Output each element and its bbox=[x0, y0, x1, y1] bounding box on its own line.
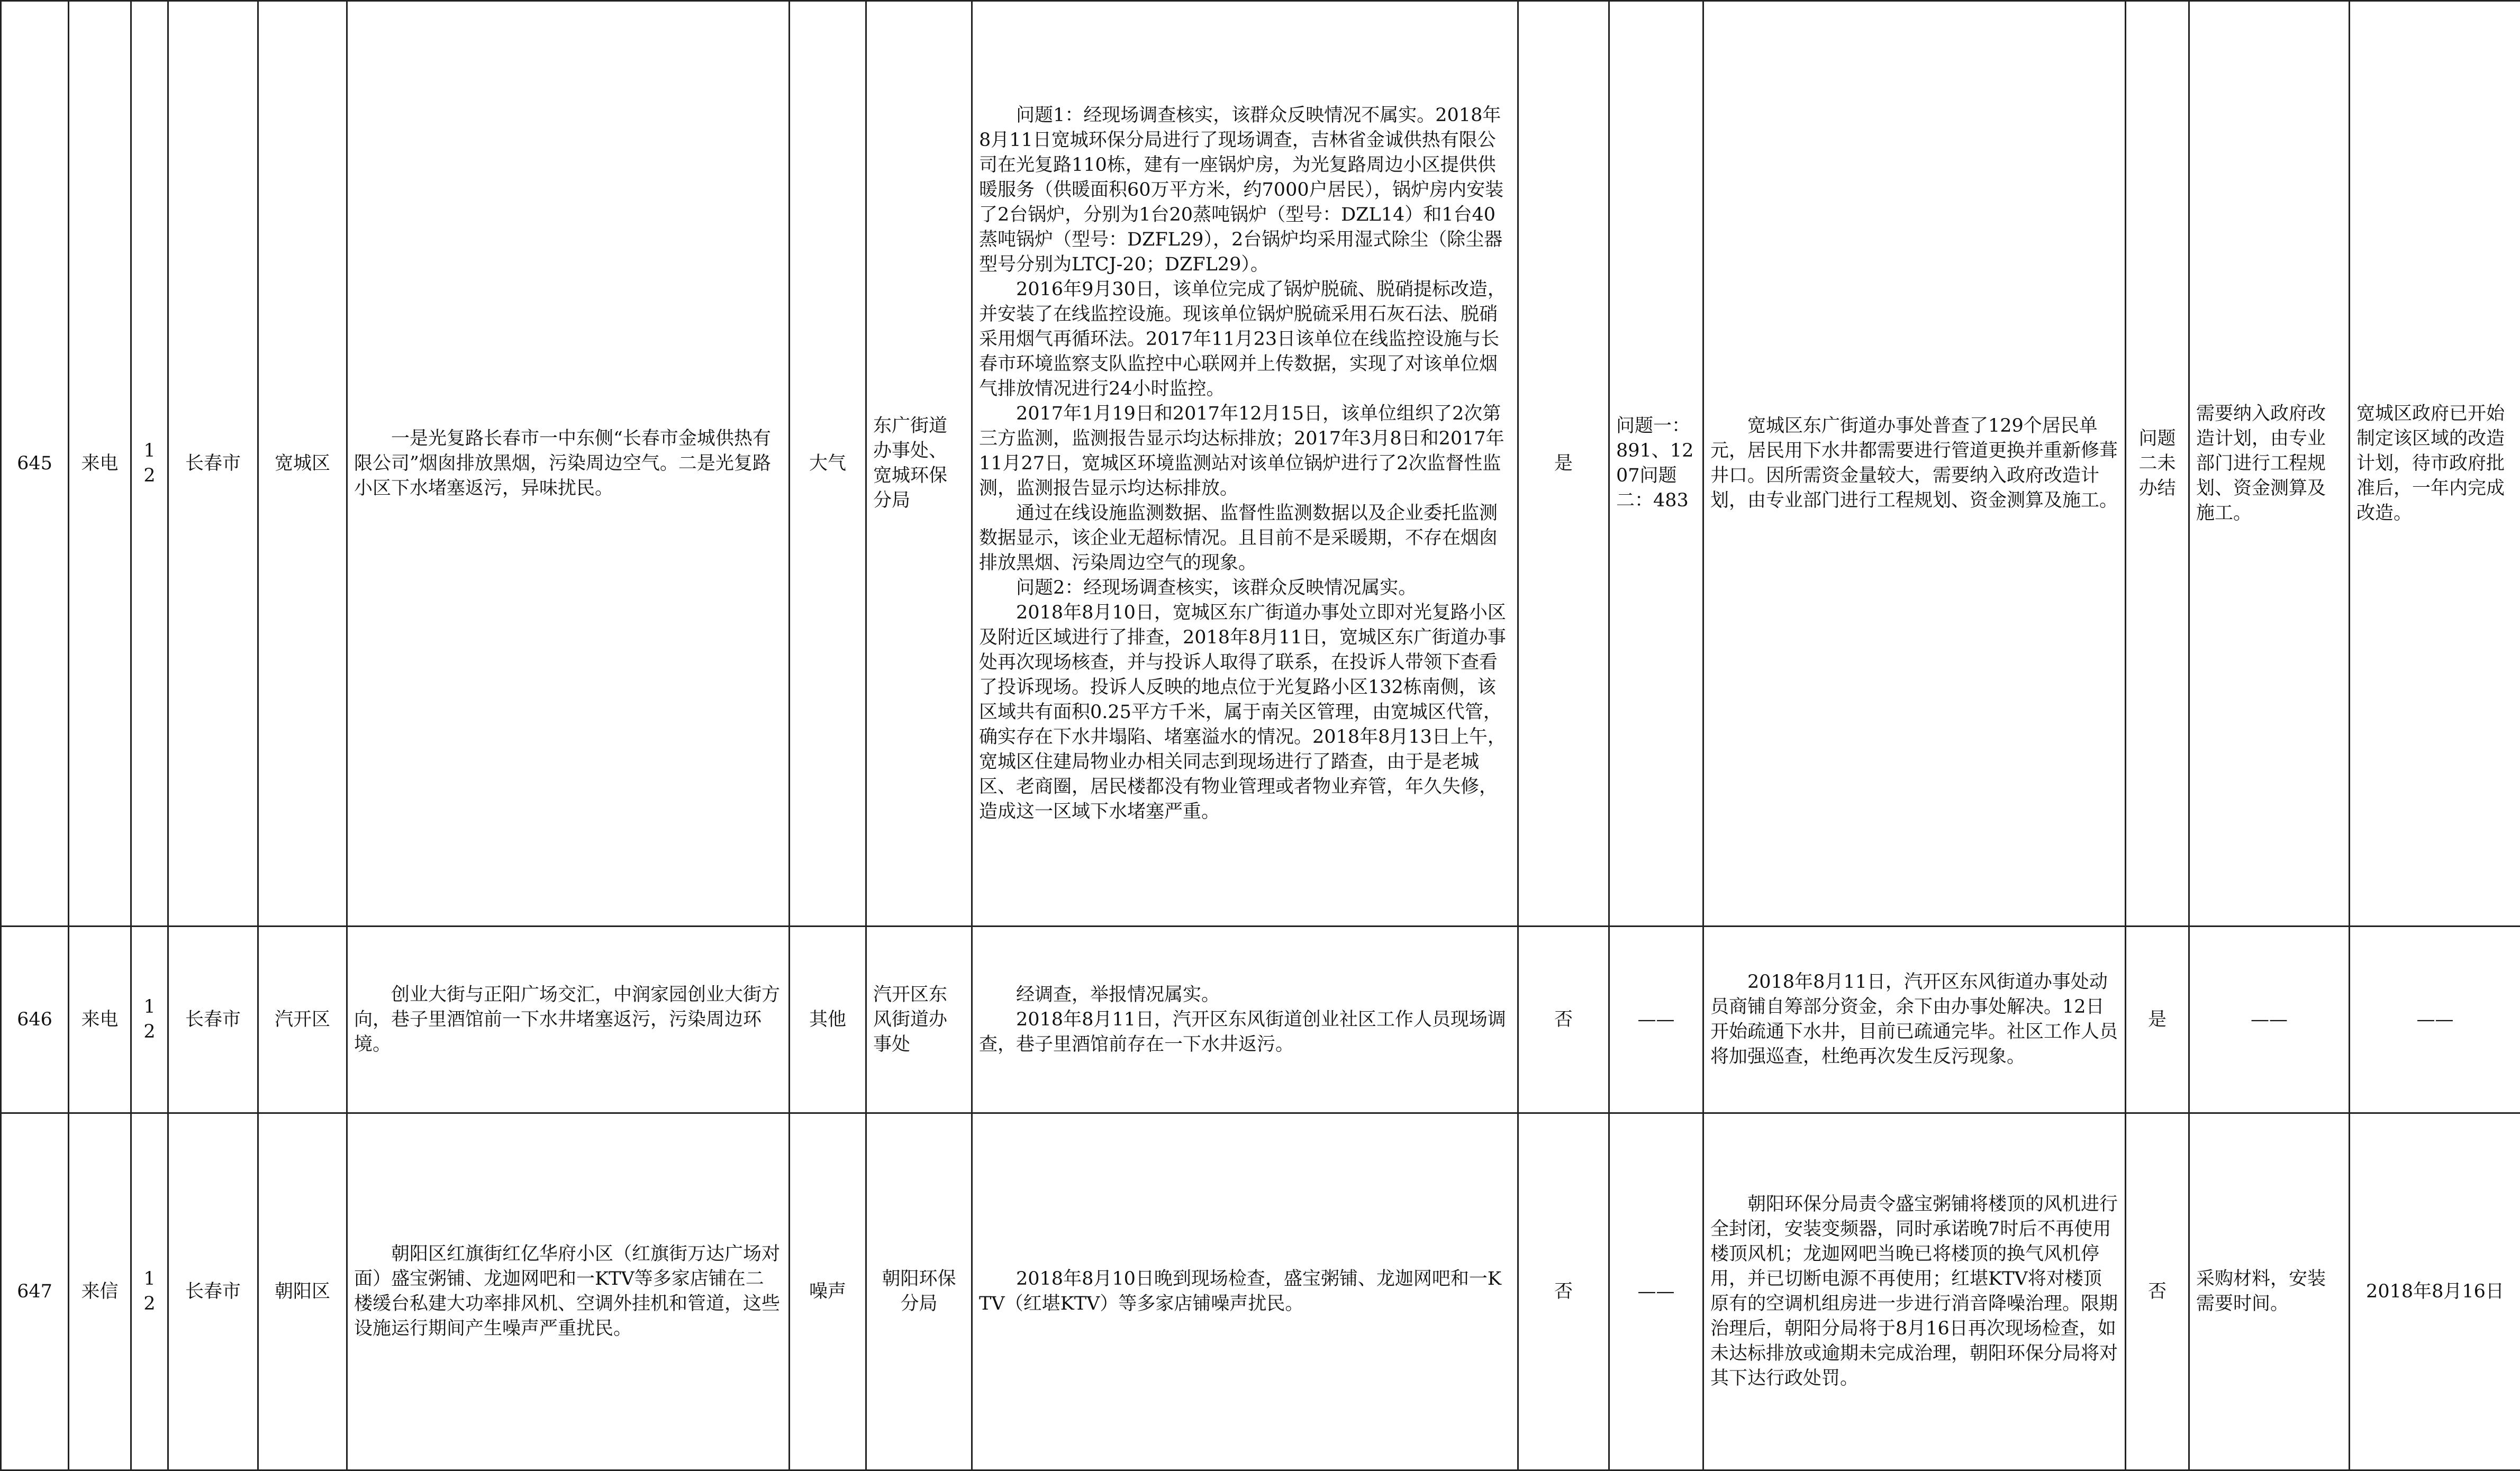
table-row bbox=[1, 1113, 2520, 1470]
cell-action bbox=[1703, 1113, 2126, 1470]
findings-paragraph: 通过在线设施监测数据、监督性监测数据以及企业委托监测数据显示，该企业无超标情况。且目前不是采暖期，不存在烟囱排放黑烟、污染周边空气的现象。 bbox=[979, 501, 1511, 576]
cell-reason: —— bbox=[2189, 927, 2350, 1113]
cell-dept: 汽开区东风街道办事处 bbox=[866, 927, 972, 1113]
cell-complaint bbox=[347, 1113, 790, 1470]
cell-source: 来电 bbox=[69, 927, 131, 1113]
cell-findings bbox=[972, 1113, 1518, 1470]
cell-closed: 否 bbox=[2126, 1113, 2189, 1470]
cell-complaint bbox=[347, 927, 790, 1113]
cell-seq: 646 bbox=[1, 927, 69, 1113]
cell-verified: 否 bbox=[1518, 1113, 1609, 1470]
cell-findings bbox=[972, 927, 1518, 1113]
cell-city: 长春市 bbox=[168, 1, 258, 927]
cell-complaint bbox=[347, 1, 790, 927]
findings-paragraph: 2017年1月19日和2017年12月15日，该单位组织了2次第三方监测，监测报告显示均达标排放；2017年3月8日和2017年11月27日，宽城区环境监测站对该单位锅炉进行了2次监督性监测，监测报告显示均达标排放。 bbox=[979, 402, 1511, 501]
cell-deadline: 宽城区政府已开始制定该区域的改造计划，待市政府批准后，一年内完成改造。 bbox=[2350, 1, 2520, 927]
cell-batch: 12 bbox=[131, 927, 168, 1113]
cell-batch: 12 bbox=[131, 1, 168, 927]
cell-batch: 12 bbox=[131, 1113, 168, 1470]
cell-action bbox=[1703, 1, 2126, 927]
complaint-text: 朝阳区红旗街红亿华府小区（红旗街万达广场对面）盛宝粥铺、龙迦网吧和一KTV等多家店铺在二楼缓台私建大功率排风机、空调外挂机和管道，这些设施运行期间产生噪声严重扰民。 bbox=[354, 1242, 782, 1341]
cell-closed: 是 bbox=[2126, 927, 2189, 1113]
cell-seq: 647 bbox=[1, 1113, 69, 1470]
cell-source: 来信 bbox=[69, 1113, 131, 1470]
action-text: 朝阳环保分局责令盛宝粥铺将楼顶的风机进行全封闭，安装变频器，同时承诺晚7时后不再使用楼顶风机；龙迦网吧当晚已将楼顶的换气风机停用，并已切断电源不再使用；红堪KTV将对楼顶原有的空调机组房进一步进行消音降噪治理。限期治理后，朝阳分局将于8月16日再次现场检查，如未达标排放或逾期未完成治理，朝阳环保分局将对其下达行政处罚。 bbox=[1710, 1192, 2118, 1391]
cell-source: 来电 bbox=[69, 1, 131, 927]
cell-district: 汽开区 bbox=[258, 927, 347, 1113]
cell-ref: —— bbox=[1609, 1113, 1703, 1470]
cell-district: 朝阳区 bbox=[258, 1113, 347, 1470]
table-row bbox=[1, 927, 2520, 1113]
cell-deadline: —— bbox=[2350, 927, 2520, 1113]
cell-deadline: 2018年8月16日 bbox=[2350, 1113, 2520, 1470]
cell-reason: 采购材料，安装需要时间。 bbox=[2189, 1113, 2350, 1470]
findings-paragraph: 2016年9月30日，该单位完成了锅炉脱硫、脱硝提标改造，并安装了在线监控设施。现该单位锅炉脱硫采用石灰石法、脱硝采用烟气再循环法。2017年11月23日该单位在线监控设施与长春市环境监察支队监控中心联网并上传数据，实现了对该单位烟气排放情况进行24小时监控。 bbox=[979, 277, 1511, 402]
cell-category: 其他 bbox=[790, 927, 866, 1113]
findings-paragraph: 2018年8月10日晚到现场检查，盛宝粥铺、龙迦网吧和一KTV（红堪KTV）等多家店铺噪声扰民。 bbox=[979, 1267, 1511, 1316]
cell-ref: 问题一：891、1207问题二：483 bbox=[1609, 1, 1703, 927]
cell-dept: 朝阳环保分局 bbox=[866, 1113, 972, 1470]
findings-paragraph: 问题2：经现场调查核实，该群众反映情况属实。 bbox=[979, 576, 1511, 601]
cell-seq: 645 bbox=[1, 1, 69, 927]
findings-paragraph: 2018年8月10日，宽城区东广街道办事处立即对光复路小区及附近区域进行了排查，2018年8月11日，宽城区东广街道办事处再次现场核查，并与投诉人取得了联系，在投诉人带领下查看了投诉现场。投诉人反映的地点位于光复路小区132栋南侧，该区域共有面积0.25平方千米，属于南关区管理，由宽城区代管，确实存在下水井塌陷、堵塞溢水的情况。2018年8月13日上午，宽城区住建局物业办相关同志到现场进行了踏查，由于是老城区、老商圈，居民楼都没有物业管理或者物业弃管，年久失修，造成这一区域下水堵塞严重。 bbox=[979, 601, 1511, 824]
complaint-text: 创业大街与正阳广场交汇，中润家园创业大街方向，巷子里酒馆前一下水井堵塞返污，污染周边环境。 bbox=[354, 983, 782, 1057]
findings-paragraph: 经调查，举报情况属实。 bbox=[979, 983, 1511, 1007]
table-row bbox=[1, 1, 2520, 927]
cell-district: 宽城区 bbox=[258, 1, 347, 927]
cell-verified: 是 bbox=[1518, 1, 1609, 927]
findings-paragraph: 2018年8月11日，汽开区东风街道创业社区工作人员现场调查，巷子里酒馆前存在一下水井返污。 bbox=[979, 1007, 1511, 1057]
cell-category: 大气 bbox=[790, 1, 866, 927]
cell-category: 噪声 bbox=[790, 1113, 866, 1470]
findings-paragraph: 问题1：经现场调查核实，该群众反映情况不属实。2018年8月11日宽城环保分局进行了现场调查，吉林省金诚供热有限公司在光复路110栋，建有一座锅炉房，为光复路周边小区提供供暖服务（供暖面积60万平方米，约7000户居民），锅炉房内安装了2台锅炉，分别为1台20蒸吨锅炉（型号：DZL14）和1台40蒸吨锅炉（型号：DZFL29），2台锅炉均采用湿式除尘（除尘器型号分别为LTCJ-20；DZFL29）。 bbox=[979, 103, 1511, 277]
cell-city: 长春市 bbox=[168, 927, 258, 1113]
complaint-text: 一是光复路长春市一中东侧“长春市金城供热有限公司”烟囱排放黑烟，污染周边空气。二是光复路小区下水堵塞返污，异味扰民。 bbox=[354, 426, 782, 501]
cell-action bbox=[1703, 927, 2126, 1113]
cell-ref: —— bbox=[1609, 927, 1703, 1113]
action-text: 宽城区东广街道办事处普查了129个居民单元，居民用下水井都需要进行管道更换并重新修葺井口。因所需资金量较大，需要纳入政府改造计划，由专业部门进行工程规划、资金测算及施工。 bbox=[1710, 414, 2118, 513]
action-text: 2018年8月11日，汽开区东风街道办事处动员商铺自筹部分资金，余下由办事处解决。12日开始疏通下水井，目前已疏通完毕。社区工作人员将加强巡查，杜绝再次发生反污现象。 bbox=[1710, 970, 2118, 1069]
cell-verified: 否 bbox=[1518, 927, 1609, 1113]
cell-city: 长春市 bbox=[168, 1113, 258, 1470]
cell-dept: 东广街道办事处、宽城环保分局 bbox=[866, 1, 972, 927]
cell-findings bbox=[972, 1, 1518, 927]
cell-reason: 需要纳入政府改造计划，由专业部门进行工程规划、资金测算及施工。 bbox=[2189, 1, 2350, 927]
cell-closed: 问题二未办结 bbox=[2126, 1, 2189, 927]
